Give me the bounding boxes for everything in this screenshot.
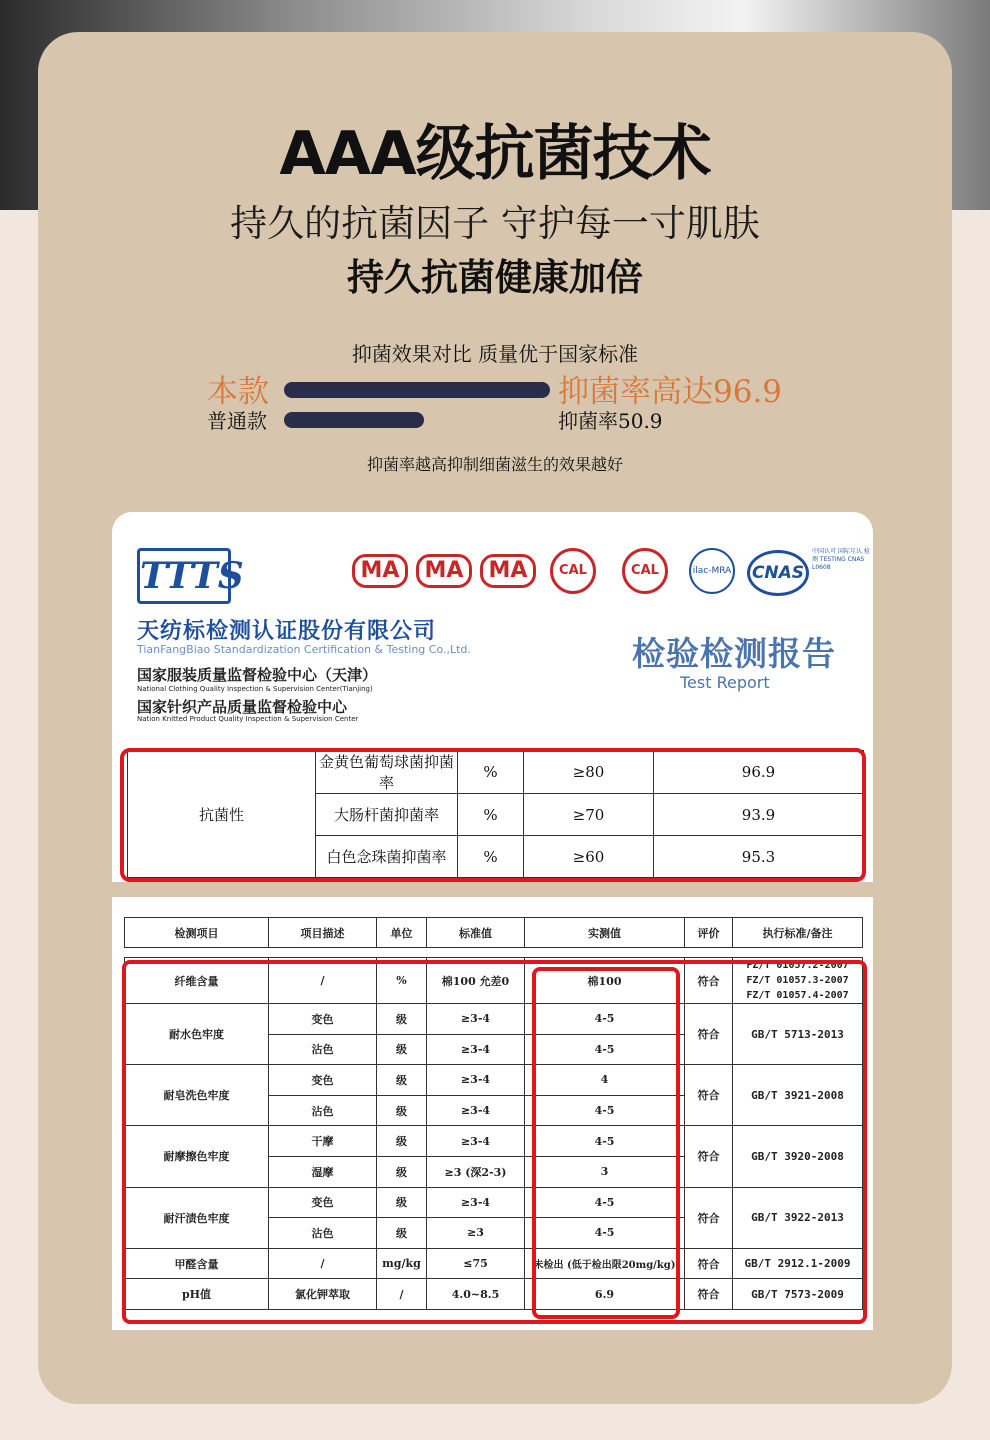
result-cell: 4-5 — [525, 1004, 685, 1035]
standard-cell: ≥3-4 — [427, 1065, 525, 1096]
comparison-note: 抑菌率越高抑制细菌滋生的效果越好 — [366, 455, 623, 474]
normal-label: 普通款 — [207, 409, 267, 433]
eval-cell: 符合 — [685, 1126, 733, 1187]
unit-cell: 级 — [377, 1095, 427, 1126]
header-cell: 评价 — [685, 918, 733, 948]
standard-cell: 棉100 允差0 — [427, 958, 525, 1004]
standard-cell: ≥3 — [427, 1218, 525, 1249]
header-cell: 标准值 — [427, 918, 525, 948]
std-cell: GB/T 3922-2013 — [733, 1187, 863, 1248]
test-report-quality — [112, 897, 873, 1330]
unit-cell: % — [458, 751, 524, 794]
std-cell: GB/T 5713-2013 — [733, 1004, 863, 1065]
eval-cell: 符合 — [685, 958, 733, 1004]
standard-cell: ≥80 — [524, 751, 654, 794]
item-cell: 大肠杆菌抑菌率 — [316, 794, 458, 836]
ilac-logo: ilac-MRA — [689, 548, 735, 594]
cma-logo: MA — [480, 554, 536, 588]
category-cell: 抗菌性 — [128, 751, 316, 878]
desc-cell: / — [269, 1248, 377, 1279]
item-cell: 耐皂洗色牢度 — [125, 1065, 269, 1126]
cnas-logo: CNAS — [747, 550, 809, 596]
report-title-en: Test Report — [680, 673, 770, 692]
comparison-title: 抑菌效果对比 质量优于国家标准 — [351, 342, 639, 366]
unit-cell: / — [377, 1279, 427, 1310]
unit-cell: 级 — [377, 1004, 427, 1035]
eval-cell: 符合 — [685, 1279, 733, 1310]
unit-cell: 级 — [377, 1187, 427, 1218]
item-cell: 纤维含量 — [125, 958, 269, 1004]
desc-cell: 沾色 — [269, 1034, 377, 1065]
company-name: 天纺标检测认证股份有限公司 — [137, 619, 437, 644]
cma-logo: MA — [416, 554, 472, 588]
unit-cell: % — [458, 794, 524, 836]
desc-cell: 干摩 — [269, 1126, 377, 1157]
unit-cell: % — [377, 958, 427, 1004]
page-title: AAA级抗菌技术 — [279, 119, 711, 189]
result-cell: 4-5 — [525, 1187, 685, 1218]
desc-cell: 变色 — [269, 1065, 377, 1096]
inspection-center-name: 国家针织产品质量监督检验中心 — [137, 698, 348, 716]
standard-cell: ≥3-4 — [427, 1095, 525, 1126]
item-cell: 白色念珠菌抑菌率 — [316, 836, 458, 878]
tts-logo: TTTS — [137, 548, 231, 604]
result-cell: 棉100 — [525, 958, 685, 1004]
desc-cell: 沾色 — [269, 1218, 377, 1249]
desc-cell: / — [269, 958, 377, 1004]
result-cell: 4-5 — [525, 1218, 685, 1249]
certification-logos — [352, 548, 872, 608]
standard-cell: ≤75 — [427, 1248, 525, 1279]
result-cell: 4-5 — [525, 1095, 685, 1126]
cal-logo: CAL — [550, 548, 596, 594]
cma-logo: MA — [352, 554, 408, 588]
table-row — [125, 948, 863, 958]
standard-cell: 4.0~8.5 — [427, 1279, 525, 1310]
item-cell: 耐水色牢度 — [125, 1004, 269, 1065]
desc-cell: 变色 — [269, 1187, 377, 1218]
header-cell: 单位 — [377, 918, 427, 948]
standard-cell: ≥70 — [524, 794, 654, 836]
inspection-center-name-en: National Clothing Quality Inspection & Supervision Center(Tianjing) — [137, 685, 373, 693]
desc-cell: 湿摩 — [269, 1156, 377, 1187]
std-cell: GB/T 2912.1-2009 — [733, 1248, 863, 1279]
ours-bar — [284, 382, 550, 398]
test-report-antibacterial — [112, 512, 873, 882]
std-cell: FZ/T 01057.2-2007 FZ/T 01057.3-2007 FZ/T 01057.4-2007 — [733, 958, 863, 1004]
std-cell: GB/T 3921-2008 — [733, 1065, 863, 1126]
result-cell: 4 — [525, 1065, 685, 1096]
unit-cell: 级 — [377, 1218, 427, 1249]
item-cell: 金黄色葡萄球菌抑菌率 — [316, 751, 458, 794]
company-name-en: TianFangBiao Standardization Certification & Testing Co.,Ltd. — [137, 643, 471, 656]
result-cell: 96.9 — [654, 751, 864, 794]
unit-cell: 级 — [377, 1156, 427, 1187]
cnas-caption: 中国认可 国际互认 检测 TESTING CNAS L0608 — [812, 548, 870, 571]
result-cell: 3 — [525, 1156, 685, 1187]
normal-bar — [284, 412, 424, 428]
page-subtitle-bold: 持久抗菌健康加倍 — [347, 256, 643, 299]
eval-cell: 符合 — [685, 1187, 733, 1248]
ours-value: 抑菌率高达96.9 — [558, 374, 783, 410]
unit-cell: 级 — [377, 1065, 427, 1096]
standard-cell: ≥3-4 — [427, 1187, 525, 1218]
desc-cell: 沾色 — [269, 1095, 377, 1126]
header-cell: 实测值 — [525, 918, 685, 948]
standard-cell: ≥60 — [524, 836, 654, 878]
standard-cell: ≥3-4 — [427, 1034, 525, 1065]
result-cell: 4-5 — [525, 1034, 685, 1065]
inspection-center-name: 国家服装质量监督检验中心（天津） — [137, 666, 378, 684]
standard-cell: ≥3-4 — [427, 1004, 525, 1035]
highlight-box — [122, 960, 867, 1324]
standard-cell: ≥3 (深2-3) — [427, 1156, 525, 1187]
item-cell: 耐汗渍色牢度 — [125, 1187, 269, 1248]
report-title: 检验检测报告 — [632, 634, 836, 673]
desc-cell: 氯化钾萃取 — [269, 1279, 377, 1310]
unit-cell: 级 — [377, 1126, 427, 1157]
highlight-box-results — [532, 967, 680, 1319]
table-header-row — [125, 918, 863, 948]
item-cell: 甲醛含量 — [125, 1248, 269, 1279]
unit-cell: 级 — [377, 1034, 427, 1065]
result-cell: 4-5 — [525, 1126, 685, 1157]
page-subtitle: 持久的抗菌因子 守护每一寸肌肤 — [230, 202, 760, 245]
cal-logo: CAL — [622, 548, 668, 594]
inspection-center-name-en: Nation Knitted Product Quality Inspection & Supervision Center — [137, 715, 359, 723]
result-cell: 93.9 — [654, 794, 864, 836]
desc-cell: 变色 — [269, 1004, 377, 1035]
ours-label: 本款 — [207, 374, 269, 410]
eval-cell: 符合 — [685, 1248, 733, 1279]
highlight-box — [120, 748, 866, 882]
header-cell: 检测项目 — [125, 918, 269, 948]
std-cell: GB/T 3920-2008 — [733, 1126, 863, 1187]
result-cell: 95.3 — [654, 836, 864, 878]
eval-cell: 符合 — [685, 1065, 733, 1126]
std-cell: GB/T 7573-2009 — [733, 1279, 863, 1310]
item-cell: 耐摩擦色牢度 — [125, 1126, 269, 1187]
item-cell: pH值 — [125, 1279, 269, 1310]
unit-cell: mg/kg — [377, 1248, 427, 1279]
header-cell: 执行标准/备注 — [733, 918, 863, 948]
standard-cell: ≥3-4 — [427, 1126, 525, 1157]
normal-value: 抑菌率50.9 — [558, 409, 663, 433]
eval-cell: 符合 — [685, 1004, 733, 1065]
result-cell: 6.9 — [525, 1279, 685, 1310]
unit-cell: % — [458, 836, 524, 878]
result-cell: 未检出 (低于检出限20mg/kg) — [525, 1248, 685, 1279]
header-cell: 项目描述 — [269, 918, 377, 948]
